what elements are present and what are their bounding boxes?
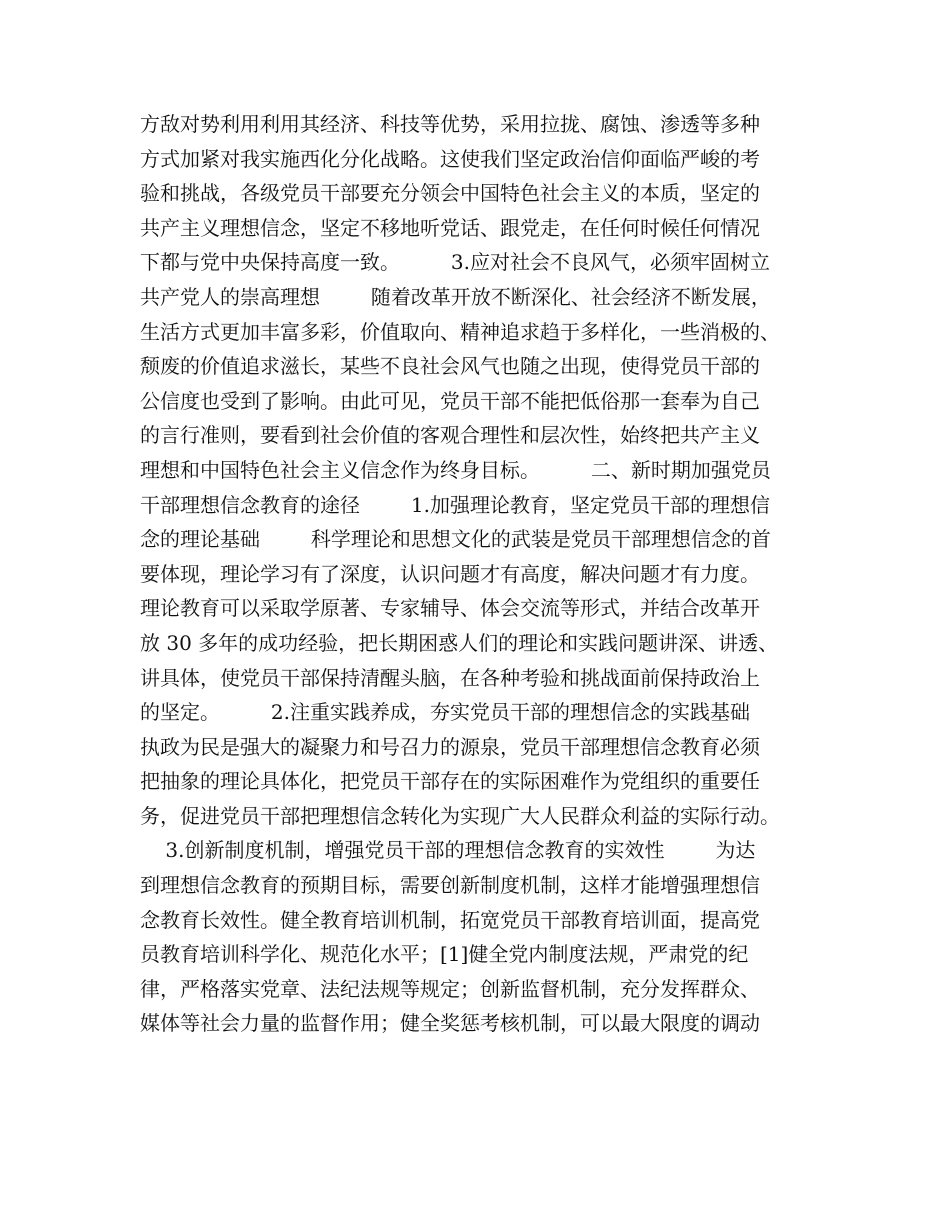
text-line: 放 30 多年的成功经验，把长期困惑人们的理论和实践问题讲深、讲透、: [140, 630, 779, 655]
text-line: 颓废的价值追求滋长，某些不良社会风气也随之出现，使得党员干部的: [140, 354, 760, 379]
text-line: 共产主义理想信念，坚定不移地听党话、跟党走，在任何时候任何情况: [140, 215, 760, 240]
text-line: 把抽象的理论具体化，把党员干部存在的实际困难作为党组织的重要任: [140, 769, 760, 794]
text-line: 验和挑战，各级党员干部要充分领会中国特色社会主义的本质，坚定的: [140, 181, 760, 206]
text-line: 下都与党中央保持高度一致。 3.应对社会不良风气，必须牢固树立: [140, 250, 770, 275]
text-line: 执政为民是强大的凝聚力和号召力的源泉，党员干部理想信念教育必须: [140, 734, 760, 759]
text-line: 念教育长效性。健全教育培训机制，拓宽党员干部教育培训面，提高党: [140, 907, 760, 932]
text-line: 方敌对势利用利用其经济、科技等优势，采用拉拢、腐蚀、渗透等多种: [140, 112, 760, 136]
text-line: 员教育培训科学化、规范化水平；[1]健全党内制度法规，严肃党的纪: [140, 942, 749, 967]
text-line: 3.创新制度机制，增强党员干部的理想信念教育的实效性 为达: [140, 838, 756, 863]
text-line: 干部理想信念教育的途径 1.加强理论教育，坚定党员干部的理想信: [140, 492, 770, 517]
text-line: 共产党人的崇高理想 随着改革开放不断深化、社会经济不断发展，: [140, 284, 771, 309]
text-line: 媒体等社会力量的监督作用；健全奖惩考核机制，可以最大限度的调动: [140, 1011, 760, 1036]
text-line: 要体现，理论学习有了深度，认识问题才有高度，解决问题才有力度。: [140, 561, 760, 586]
text-line: 讲具体，使党员干部保持清醒头脑，在各种考验和挑战面前保持政治上: [140, 665, 760, 690]
text-line: 理论教育可以采取学原著、专家辅导、体会交流等形式，并结合改革开: [140, 596, 760, 621]
text-line: 的坚定。 2.注重实践养成，夯实党员干部的理想信念的实践基础: [140, 700, 750, 725]
text-line: 律，严格落实党章、法纪法规等规定；创新监督机制，充分发挥群众、: [140, 976, 760, 1001]
text-line: 理想和中国特色社会主义信念作为终身目标。 二、新时期加强党员: [140, 457, 771, 482]
text-line: 的言行准则，要看到社会价值的客观合理性和层次性，始终把共产主义: [140, 423, 760, 448]
text-line: 生活方式更加丰富多彩，价值取向、精神追求趋于多样化，一些消极的、: [140, 319, 780, 344]
body-text: [140, 107, 840, 1041]
text-line: 公信度也受到了影响。由此可见，党员干部不能把低俗那一套奉为自己: [140, 388, 760, 413]
text-line: 务，促进党员干部把理想信念转化为实现广大人民群众利益的实际行动。: [140, 803, 780, 828]
text-line: 念的理论基础 科学理论和思想文化的武装是党员干部理想信念的首: [140, 527, 771, 552]
text-line: 方式加紧对我实施西化分化战略。这使我们坚定政治信仰面临严峻的考: [140, 146, 760, 171]
text-line: 到理想信念教育的预期目标，需要创新制度机制，这样才能增强理想信: [140, 873, 760, 898]
